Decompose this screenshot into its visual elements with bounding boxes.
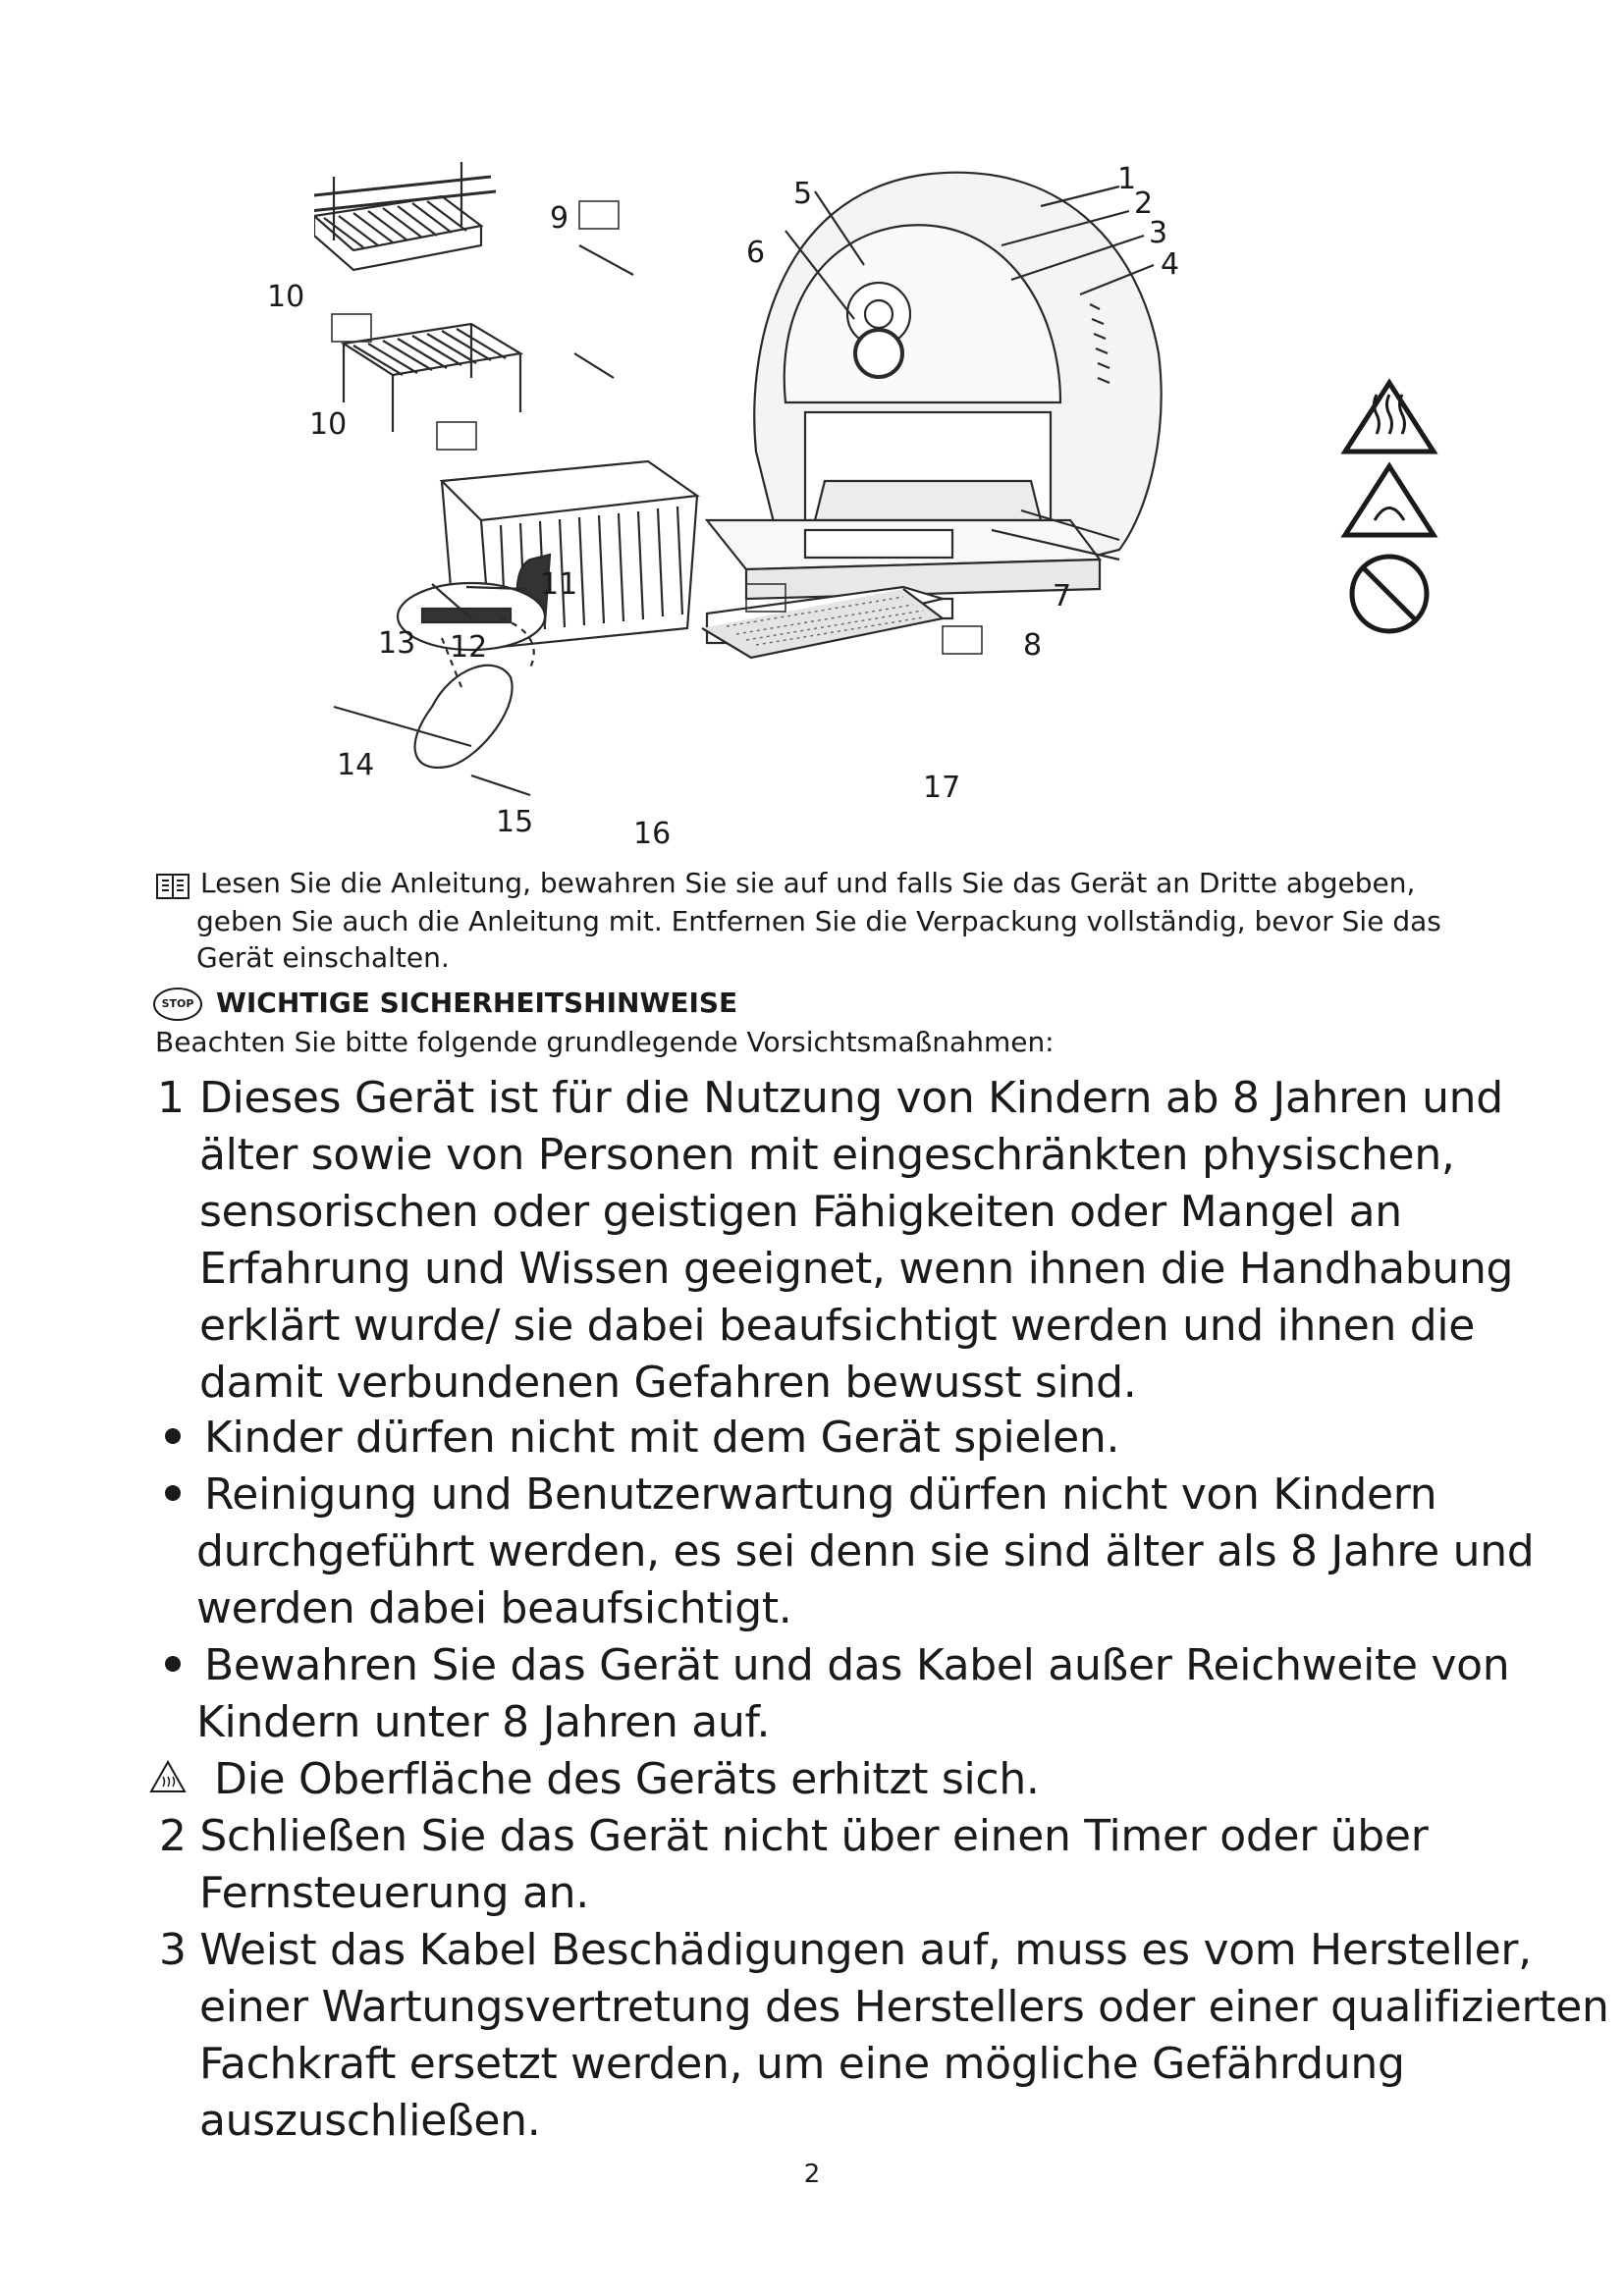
- bullet-item: [165, 1410, 1119, 1467]
- bullet-line: Kindern unter 8 Jahren auf.: [196, 1697, 771, 1747]
- item-1-line: erklärt wurde/ sie dabei beaufsichtigt werden und ihnen die: [199, 1301, 1476, 1351]
- callout-12: 12: [450, 630, 488, 665]
- callout-4: 4: [1161, 247, 1180, 282]
- dishwasher-safe-icon: [332, 314, 371, 342]
- item-3-line: auszuschließen.: [199, 2096, 541, 2146]
- air-fryer-exploded-drawing: [314, 157, 1473, 874]
- intro-line: geben Sie auch die Anleitung mit. Entfernen Sie die Verpackung vollständig, bevor Sie das: [196, 905, 1441, 937]
- callout-16: 16: [633, 817, 672, 851]
- item-1-line: Dieses Gerät ist für die Nutzung von Kindern ab 8 Jahren und: [199, 1073, 1503, 1123]
- callout-10a: 10: [267, 280, 305, 314]
- item-3-line: Fachkraft ersetzt werden, um eine mögliche Gefährdung: [199, 2039, 1405, 2089]
- bullet-dot: [165, 1656, 181, 1672]
- flat-rack: [344, 324, 520, 375]
- item-1-line: älter sowie von Personen mit eingeschränkten physischen,: [199, 1130, 1455, 1180]
- item-3-continued: [199, 1979, 1609, 2150]
- item-3-text: [159, 1922, 1532, 1979]
- bullet-continuation: [196, 1694, 770, 1751]
- callout-5: 5: [793, 177, 813, 211]
- callout-15: 15: [496, 805, 534, 839]
- dishwasher-safe-icon: [943, 626, 982, 654]
- item-1-line: sensorischen oder geistigen Fähigkeiten oder Mangel an: [199, 1187, 1402, 1237]
- item-1-number: 1: [157, 1073, 185, 1123]
- dishwasher-safe-icon: [437, 422, 476, 450]
- stop-icon: STOP: [153, 988, 202, 1021]
- callout-8: 8: [1023, 628, 1043, 663]
- callout-10b: 10: [309, 407, 348, 442]
- safety-subheading: Beachten Sie bitte folgende grundlegende Vorsichtsmaßnahmen:: [155, 1026, 1055, 1058]
- steam-warning-icon: [1345, 466, 1434, 535]
- callout-11: 11: [540, 567, 578, 602]
- bullet-item: [165, 1637, 1509, 1694]
- dishwasher-safe-icon: [579, 201, 619, 229]
- item-2-line: 2 Schließen Sie das Gerät nicht über einen Timer oder über: [159, 1811, 1429, 1861]
- bullet-line: durchgeführt werden, es sei denn sie sind älter als 8 Jahre und: [196, 1526, 1535, 1576]
- item-1-line: damit verbundenen Gefahren bewusst sind.: [199, 1358, 1137, 1408]
- callout-3: 3: [1149, 216, 1168, 250]
- hot-surface-warning: Die Oberfläche des Geräts erhitzt sich.: [214, 1754, 1040, 1804]
- bullet-line: Kinder dürfen nicht mit dem Gerät spielen.: [204, 1413, 1120, 1463]
- hot-surface-small-icon: [149, 1760, 187, 1793]
- item-1-text: [199, 1070, 1513, 1412]
- intro-line: Lesen Sie die Anleitung, bewahren Sie sie auf und falls Sie das Gerät an Dritte abgeben,: [200, 867, 1416, 899]
- bullet-line: Bewahren Sie das Gerät und das Kabel außer Reichweite von: [204, 1640, 1510, 1690]
- item-1-line: Erfahrung und Wissen geeignet, wenn ihnen die Handhabung: [199, 1244, 1514, 1294]
- callout-9: 9: [550, 201, 569, 236]
- intro-line: Gerät einschalten.: [196, 941, 450, 974]
- item-3-line: einer Wartungsvertretung des Herstellers oder einer qualifizierten: [199, 1982, 1609, 2032]
- bullet-line: Reinigung und Benutzerwartung dürfen nicht von Kindern: [204, 1469, 1437, 1520]
- temperature-knob: [855, 330, 902, 377]
- item-2-continued: [199, 1865, 589, 1922]
- bullet-dot: [165, 1428, 181, 1444]
- book-icon: [155, 873, 190, 900]
- callout-14: 14: [337, 748, 375, 782]
- detachable-handle: [415, 666, 513, 768]
- callout-7: 7: [1053, 579, 1072, 614]
- callout-6: 6: [746, 236, 766, 270]
- item-2-line: Fernsteuerung an.: [199, 1868, 589, 1918]
- callout-2: 2: [1134, 187, 1154, 221]
- item-2-text: [159, 1808, 1428, 1865]
- bullet-continuation: [196, 1523, 1534, 1637]
- intro-continued: [196, 903, 1441, 976]
- callout-1: 1: [1117, 162, 1137, 196]
- callout-13: 13: [378, 626, 416, 661]
- safety-heading: WICHTIGE SICHERHEITSHINWEISE: [216, 987, 738, 1019]
- product-diagram: [267, 157, 1473, 874]
- intro-text: [200, 865, 1415, 901]
- callout-17: 17: [923, 771, 961, 805]
- bullet-dot: [165, 1485, 181, 1501]
- bullet-item: [165, 1467, 1436, 1523]
- bullet-line: werden dabei beaufsichtigt.: [196, 1583, 792, 1633]
- page-number: 2: [803, 2160, 821, 2189]
- item-3-line: 3 Weist das Kabel Beschädigungen auf, muss es vom Hersteller,: [159, 1925, 1532, 1975]
